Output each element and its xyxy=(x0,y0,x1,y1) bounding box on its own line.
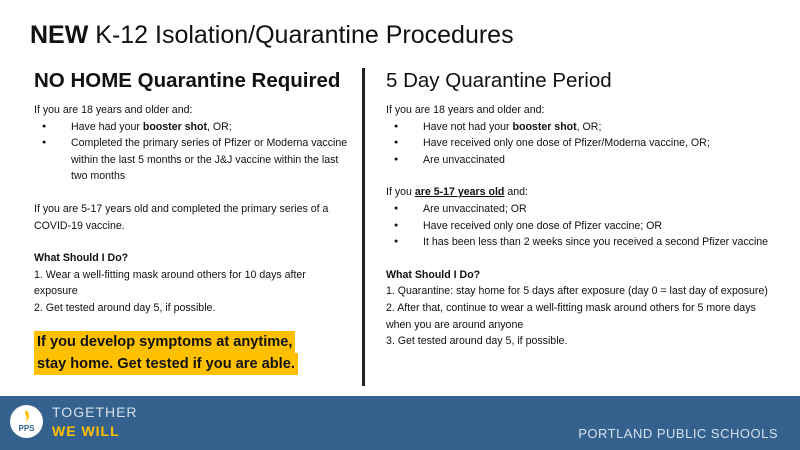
five-day-quarantine-section xyxy=(386,68,774,350)
left-bullet-list xyxy=(34,119,352,185)
left-step-1: 1. Wear a well-fitting mask around others for 10 days after exposure xyxy=(34,268,306,298)
symptoms-highlight xyxy=(34,331,352,375)
list-item: ● Have received only one dose of Pfizer/Moderna vaccine, OR; xyxy=(386,135,774,152)
right-heading: 5 Day Quarantine Period xyxy=(386,69,612,92)
right-intro: If you are 18 years and older and: xyxy=(386,104,545,116)
left-heading: NO HOME Quarantine Required xyxy=(34,69,341,92)
title-new: NEW xyxy=(30,21,89,49)
flame-icon xyxy=(10,405,43,438)
bullet-bold: booster shot xyxy=(512,120,577,133)
age-prefix: If you xyxy=(386,186,415,199)
logo-letters: PPS xyxy=(18,424,35,433)
left-age-text: If you are 5-17 years old and completed the primary series of a COVID-19 vaccine. xyxy=(34,202,329,232)
list-item: ● Completed the primary series of Pfizer or Moderna vaccine within the last 5 months or the J&J vaccine within the last two months xyxy=(34,135,352,185)
bullet-text: , OR; xyxy=(576,120,602,133)
left-step-2: 2. Get tested around day 5, if possible. xyxy=(34,301,216,314)
list-item: ● Are unvaccinated xyxy=(386,152,774,169)
age-underlined: are 5-17 years old xyxy=(414,186,505,199)
title-text: K-12 Isolation/Quarantine Procedures xyxy=(88,21,514,49)
right-what-heading: What Should I Do? xyxy=(386,268,481,281)
highlight-line-2: stay home. Get tested if you are able. xyxy=(34,353,298,375)
page-title xyxy=(30,20,514,50)
right-bullet-list-1 xyxy=(386,119,774,169)
list-item: ● It has been less than 2 weeks since you received a second Pfizer vaccine xyxy=(386,234,774,251)
list-item: ● Are unvaccinated; OR xyxy=(386,201,774,218)
list-item xyxy=(386,119,774,136)
tagline-top: TOGETHER xyxy=(52,404,138,420)
pps-logo-icon xyxy=(10,405,43,438)
highlight-line-1: If you develop symptoms at anytime, xyxy=(34,331,295,353)
right-age-text xyxy=(386,184,774,201)
left-what-heading: What Should I Do? xyxy=(34,252,129,265)
bullet-bold: booster shot xyxy=(142,120,208,133)
right-step-2: 2. After that, continue to wear a well-fitting mask around others for 5 more days when you are around anyone xyxy=(386,301,756,331)
column-divider xyxy=(362,68,365,386)
bullet-text: Have not had your xyxy=(423,120,513,133)
list-item: ● Have received only one dose of Pfizer vaccine; OR xyxy=(386,218,774,235)
no-home-quarantine-section xyxy=(34,68,352,375)
right-step-1: 1. Quarantine: stay home for 5 days after exposure (day 0 = last day of exposure) xyxy=(386,285,768,298)
right-step-3: 3. Get tested around day 5, if possible. xyxy=(386,335,568,348)
bullet-text: Have had your xyxy=(71,120,143,133)
left-intro: If you are 18 years and older and: xyxy=(34,104,193,116)
tagline-bottom: WE WILL xyxy=(52,423,120,439)
school-name: PORTLAND PUBLIC SCHOOLS xyxy=(578,426,778,441)
bullet-text: , OR; xyxy=(207,120,232,133)
right-bullet-list-2 xyxy=(386,201,774,251)
footer-bar xyxy=(0,396,800,450)
list-item xyxy=(34,119,352,136)
age-suffix: and: xyxy=(504,186,528,199)
